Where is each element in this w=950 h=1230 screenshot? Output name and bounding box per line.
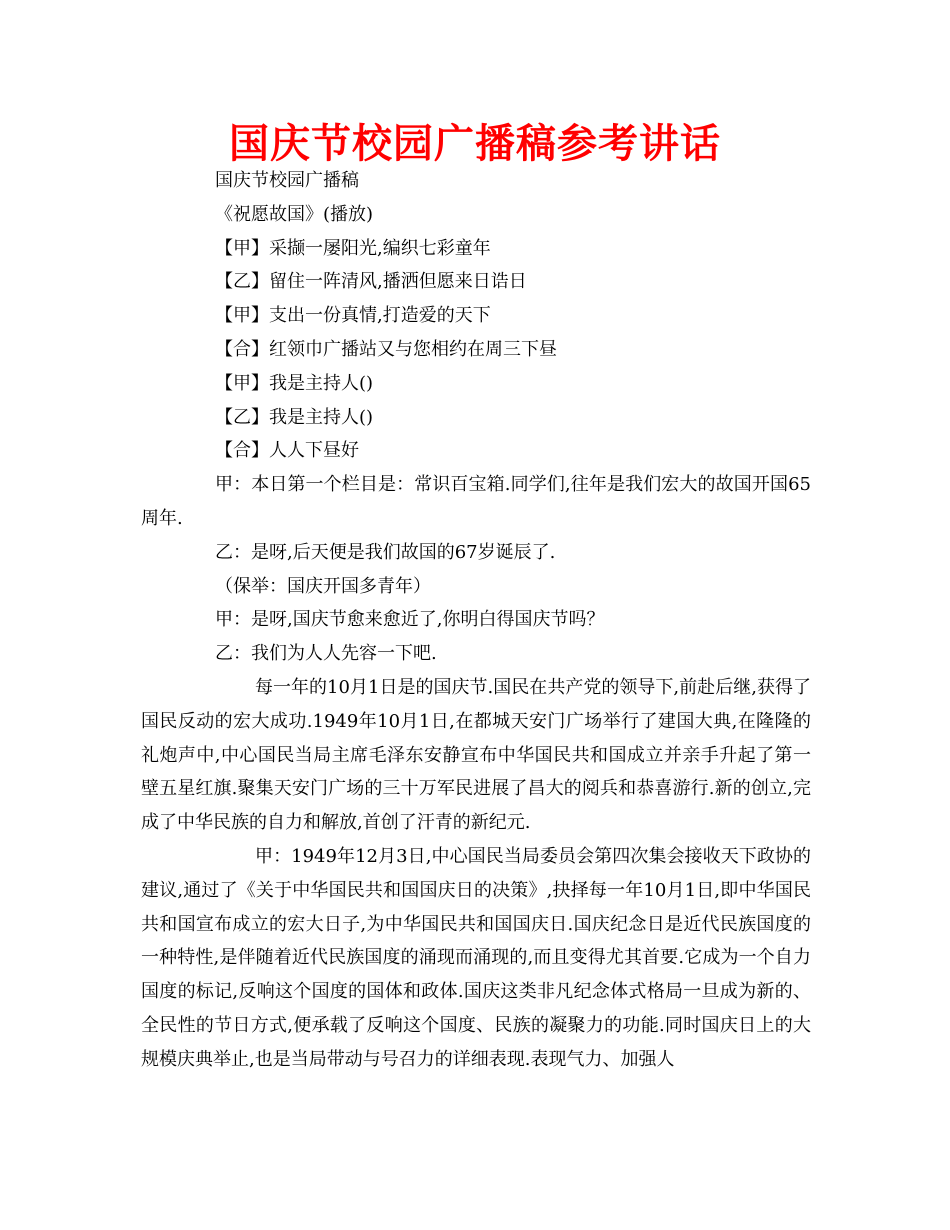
recommendation-line: （保举：国庆开国多青年） [215, 575, 431, 597]
body-paragraph: 甲：1949年12月3日,中心国民当局委员会第四次集会接收天下政协的建议,通过了《关于中华国民共和国国庆日的决策》,抉择每一年10月1日,即中华国民共和国宣布成立的宏大日子,为中华国民共和国国庆日.国庆纪念日是近代民族国度的一种特性,是伴随着近代民族国度的涌现而涌现的,而且变得尤其首要.它成为一个自力国度的标记,反响这个国度的国体和政体.国庆这类非凡纪念体式格局一旦成为新的、全民性的节日方式,便承载了反响这个国度、民族的凝聚力的功能.同时国庆日上的大规模庆典举止,也是当局带动与号召力的详细表现.表现气力、加强人 [141, 845, 811, 1070]
script-line: 【甲】我是主持人() [215, 372, 374, 394]
song-line: 《祝愿故国》(播放) [215, 203, 374, 225]
script-line: 乙：是呀,后天便是我们故国的67岁诞辰了. [215, 541, 556, 563]
document-body [141, 164, 811, 1077]
body-paragraph: 每一年的10月1日是的国庆节.国民在共产党的领导下,前赴后继,获得了国民反动的宏大成功.1949年10月1日,在都城天安门广场举行了建国大典,在隆隆的礼炮声中,中心国民当局主席毛泽东安静宣布中华国民共和国成立并亲手升起了第一壁五星红旗.聚集天安门广场的三十万军民进展了昌大的阅兵和恭喜游行.新的创立,完成了中华民族的自力和解放,首创了汗青的新纪元. [141, 676, 811, 834]
script-line: 乙：我们为人人先容一下吧. [215, 643, 437, 665]
script-line: 甲：是呀,国庆节愈来愈近了,你明白得国庆节吗？ [215, 609, 605, 631]
script-line: 【乙】我是主持人() [215, 406, 374, 428]
script-line: 【乙】留住一阵清风,播洒但愿来日诰日 [215, 271, 527, 293]
script-line: 【甲】采撷一屡阳光,编织七彩童年 [215, 237, 491, 259]
document-title: 国庆节校园广播稿参考讲话 [229, 120, 721, 167]
subtitle-line: 国庆节校园广播稿 [215, 170, 359, 191]
script-line: 【合】红领巾广播站又与您相约在周三下昼 [215, 338, 557, 360]
script-line: 甲：本日第一个栏目是：常识百宝箱.同学们,往年是我们宏大的故国开国65周年. [141, 474, 811, 529]
script-line: 【合】人人下昼好 [215, 440, 359, 462]
script-line: 【甲】支出一份真情,打造爱的天下 [215, 305, 491, 327]
